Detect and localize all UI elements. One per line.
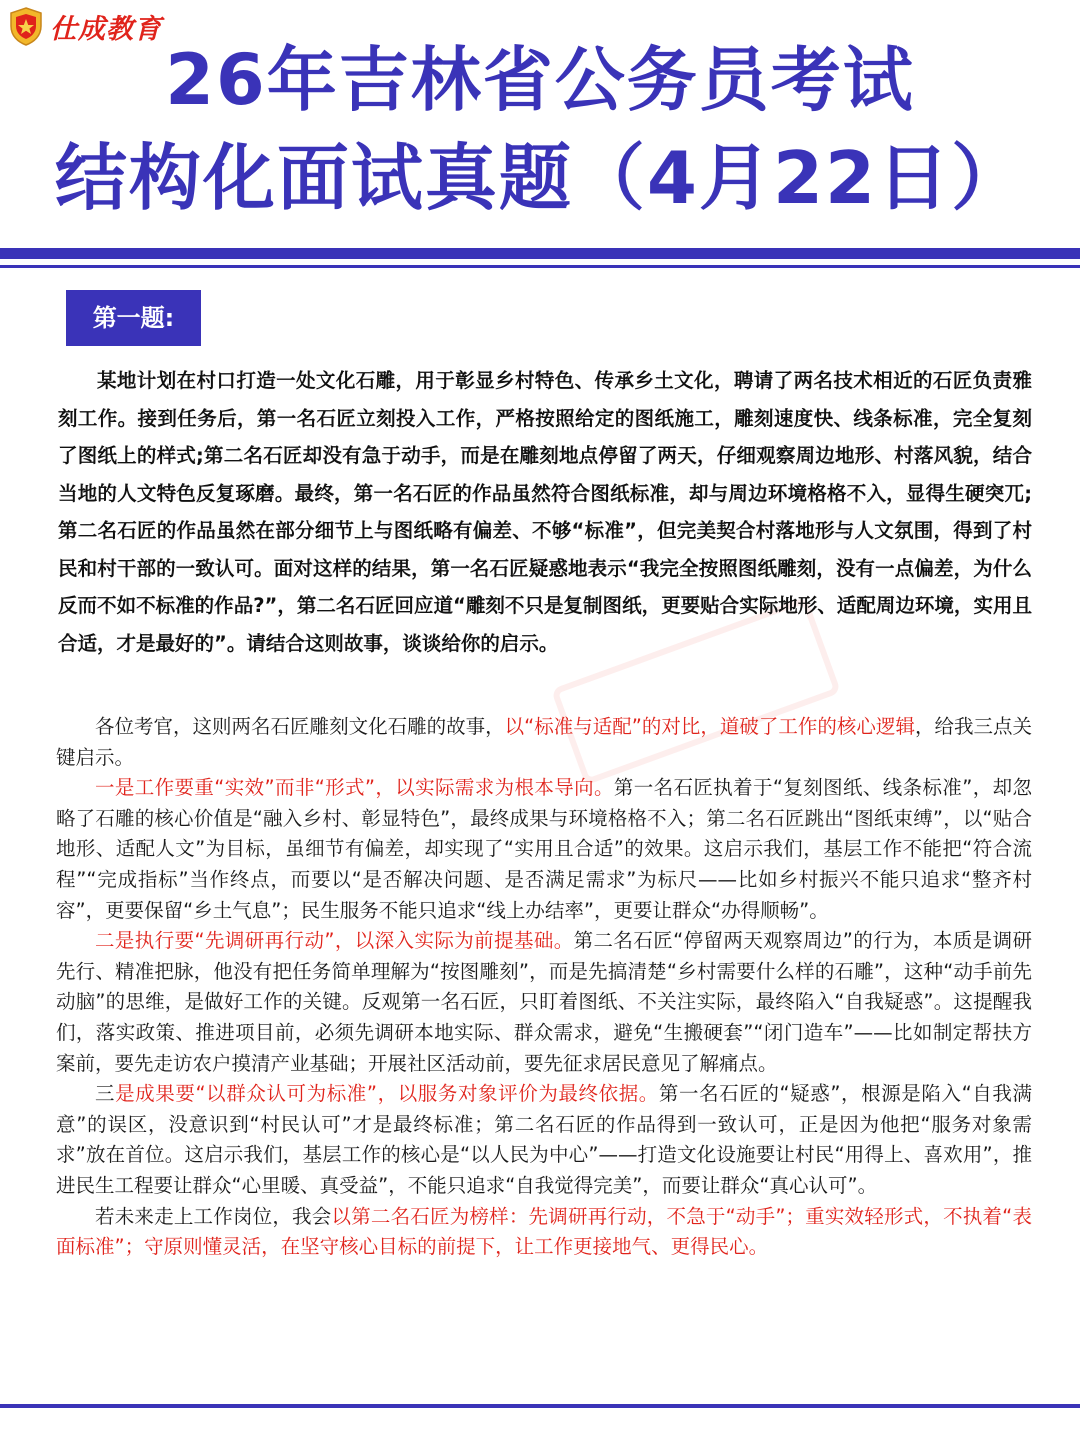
question-label: 第一题: — [66, 290, 201, 346]
point-2-text: 第二名石匠“停留两天观察周边”的行为，本质是调研先行、精准把脉，他没有把任务简单理解为“按图雕刻”，而是先搞清楚“乡村需要什么样的石雕”，这种“动手前先动脑”的思维，是做好工作的关键。反观第一名石匠，只盯着图纸、不关注实际，最终陷入“自我疑惑”。这提醒我们，落实政策、推进项目前，必须先调研本地实际、群众需求，避免“生搬硬套”“闭门造车”——比如制定帮扶方案前，要先走访农户摸清产业基础；开展社区活动前，要先征求居民意见了解痛点。 — [56, 929, 1032, 1075]
conclusion-highlight: 以第二名石匠为榜样：先调研再行动，不急于“动手”；重实效轻形式，不执着“表面标准”；守原则懂灵活，在坚守核心目标的前提下，让工作更接地气、更得民心。 — [56, 1204, 1032, 1259]
answer-point-3 — [56, 1079, 1032, 1201]
answer-point-2 — [56, 926, 1032, 1079]
answer-conclusion — [56, 1202, 1032, 1263]
point-3-text: 第一名石匠的“疑惑”，根源是陷入“自我满意”的误区，没意识到“村民认可”才是最终标准；第二名石匠的作品得到一致认可，正是因为他把“服务对象需求”放在首位。这启示我们，基层工作的核心是“以人民为中心”——打造文化设施要让村民“用得上、喜欢用”，推进民生工程要让群众“心里暖、真受益”，不能只追求“自我觉得完美”，而要让群众“真心认可”。 — [56, 1082, 1032, 1197]
point-2-heading: 二是执行要“先调研再行动”，以深入实际为前提基础。 — [95, 929, 574, 953]
page-title-line2: 结构化面试真题（4月22日） — [54, 136, 1026, 220]
brand-name: 仕成教育 — [50, 13, 162, 45]
intro-highlight: 以“标准与适配”的对比，道破了工作的核心逻辑 — [504, 715, 915, 738]
question-text: 某地计划在村口打造一处文化石雕，用于彰显乡村特色、传承乡土文化，聘请了两名技术相近的石匠负责雅刻工作。接到任务后，第一名石匠立刻投入工作，严格按照给定的图纸施工，雕刻速度快、线条标准，完全复刻了图纸上的样式;第二名石匠却没有急于动手，而是在雕刻地点停留了两天，仔细观察周边地形、村落风貌，结合当地的人文特色反复琢磨。最终，第一名石匠的作品虽然符合图纸标准，却与周边环境格格不入，显得生硬突兀;第二名石匠的作品虽然在部分细节上与图纸略有偏差、不够“标准”，但完美契合村落地形与人文氛围，得到了村民和村干部的一致认可。面对这样的结果，第一名石匠疑惑地表示“我完全按照图纸雕刻，没有一点偏差，为什么反而不如不标准的作品?”，第二名石匠回应道“雕刻不只是复制图纸，更要贴合实际地形、适配周边环境，实用且合适，才是最好的”。请结合这则故事，谈谈给你的启示。 — [58, 369, 1032, 655]
conclusion-text: 若未来走上工作岗位，我会 — [95, 1204, 332, 1228]
intro-text-end: ，给我三点关键启示。 — [56, 715, 1032, 769]
point-3-heading: 是成果要“以群众认可为标准”，以服务对象评价为最终依据。 — [115, 1082, 659, 1106]
divider-bottom — [0, 1404, 1080, 1408]
page-title-line1: 26年吉林省公务员考试 — [165, 39, 915, 121]
divider-thick — [0, 248, 1080, 259]
intro-text: 各位考官，这则两名石匠雕刻文化石雕的故事， — [95, 715, 505, 738]
answer-body — [56, 712, 1032, 1263]
point-1-text: 第一名石匠执着于“复刻图纸、线条标准”，却忽略了石雕的核心价值是“融入乡村、彰显特色”，最终成果与环境格格不入；第二名石匠跳出“图纸束缚”，以“贴合地形、适配人文”为目标，虽细节有偏差，却实现了“实用且合适”的效果。这启示我们，基层工作不能把“符合流程”“完成指标”当作终点，而要以“是否解决问题、是否满足需求”为标尺——比如乡村振兴不能只追求“整齐村容”，更要保留“乡土气息”；民生服务不能只追求“线上办结率”，更要让群众“办得顺畅”。 — [56, 776, 1032, 922]
divider-thin — [0, 265, 1080, 268]
answer-intro — [56, 712, 1032, 773]
point-1-heading: 一是工作要重“实效”而非“形式”，以实际需求为根本导向。 — [95, 776, 614, 800]
point-3-prefix: 三 — [95, 1082, 116, 1106]
answer-point-1 — [56, 773, 1032, 926]
